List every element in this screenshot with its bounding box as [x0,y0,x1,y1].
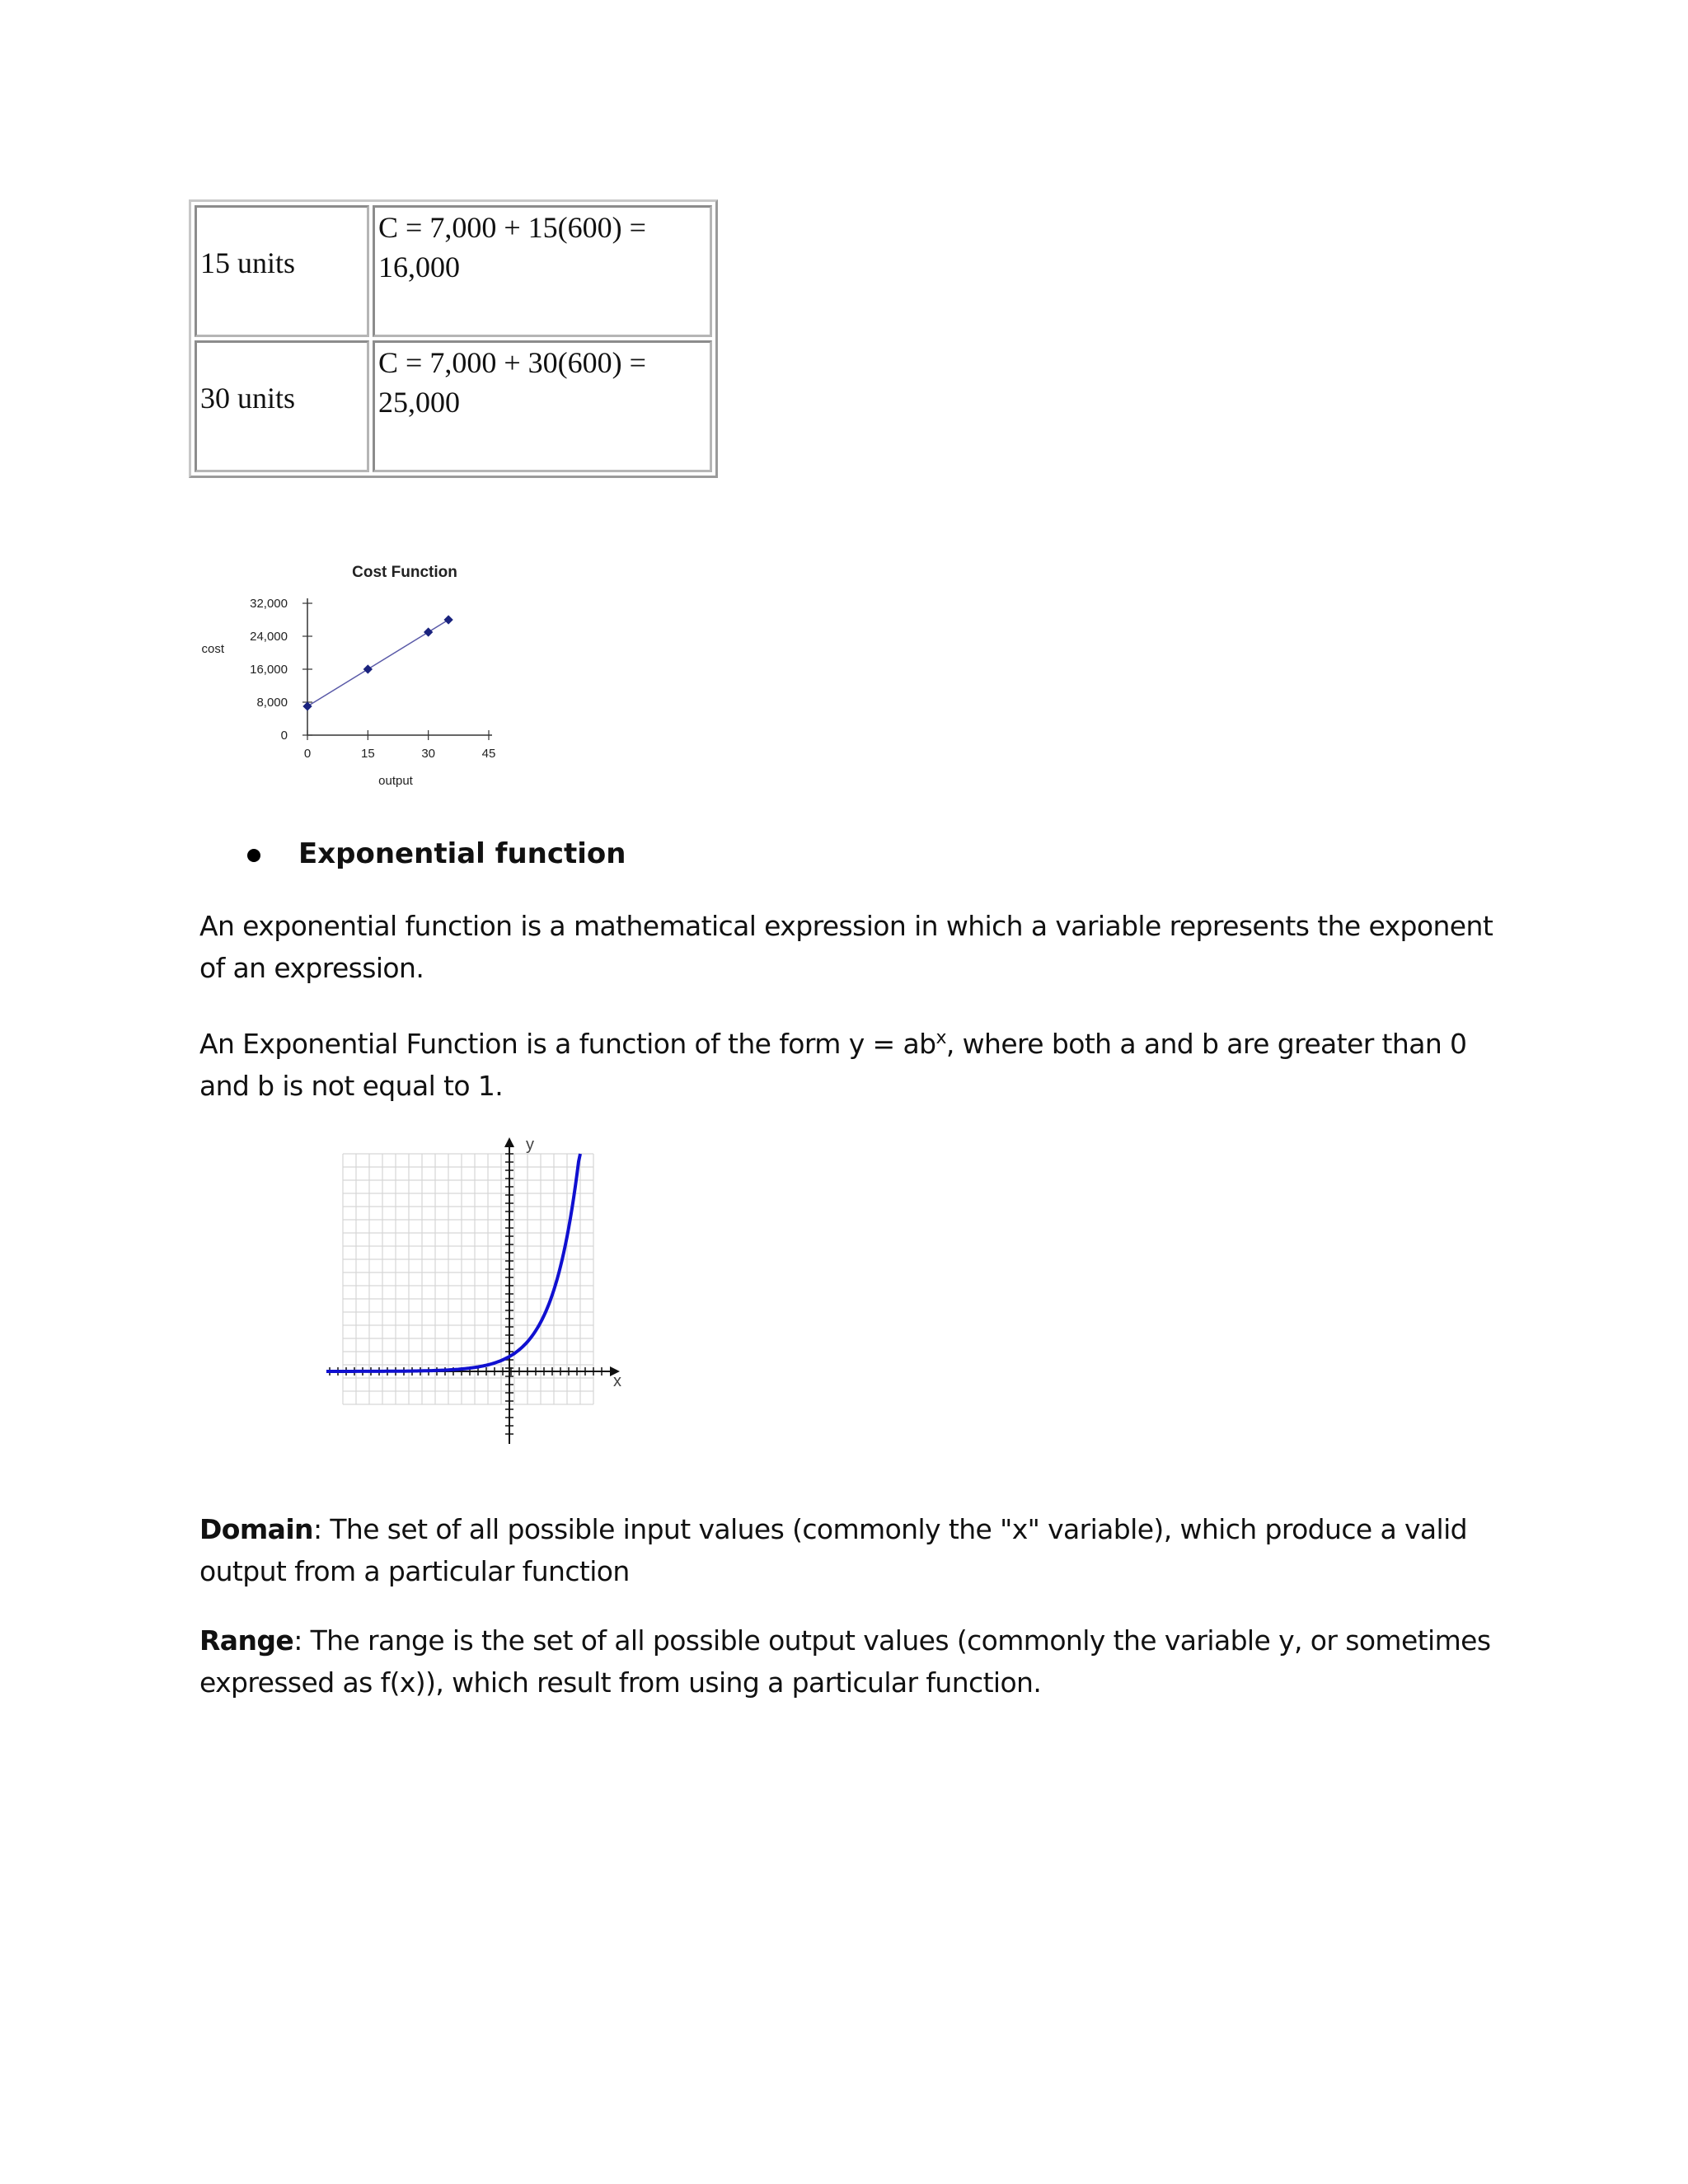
data-point [424,627,433,636]
cost-table [189,199,718,478]
formula-line: C = 7,000 + 15(600) = [378,211,646,244]
formula-result: 25,000 [378,386,460,419]
units-cell: 30 units [195,340,369,472]
table-row [195,205,712,337]
form-exponent: x [935,1028,946,1048]
x-axis-label: output [378,774,413,788]
y-axis-label: y [526,1136,534,1154]
formula-result: 16,000 [378,251,460,284]
domain-term: Domain [199,1513,313,1545]
paragraph-definition: An exponential function is a mathematical expression in which a variable represents the exponent of an expression. [199,910,1493,984]
y-tick-label: 32,000 [250,597,288,611]
bullet-icon [247,849,260,862]
data-point [363,664,373,673]
y-tick-label: 8,000 [256,696,288,710]
x-axis-label: x [613,1372,621,1390]
formula-cell [373,340,712,472]
range-definition [199,1619,1518,1704]
range-text: : The range is the set of all possible output values (commonly the variable y, or sometimes expressed as f(x)), which result from using a particular function. [199,1624,1491,1699]
x-tick-label: 45 [481,747,496,761]
formula-cell [373,205,712,337]
exponential-chart [320,1136,633,1449]
range-term: Range [199,1624,294,1657]
y-tick-label: 16,000 [250,663,288,677]
form-text-before: An Exponential Function is a function of the form y = ab [199,1028,936,1060]
paragraph-form [199,1017,1518,1107]
x-tick-label: 15 [360,747,375,761]
x-tick-label: 0 [303,747,312,761]
section-heading: Exponential function [298,837,626,870]
cost-function-chart [198,552,511,791]
form-text-after: , where both a and b are greater than 0 and b is not equal to 1. [199,1028,1467,1102]
units-cell: 15 units [195,205,369,337]
x-tick-label: 30 [421,747,436,761]
domain-definition [199,1508,1518,1592]
domain-text: : The set of all possible input values (commonly the "x" variable), which produce a valid output from a particular function [199,1513,1468,1587]
chart-title: Cost Function [352,564,457,581]
data-point [443,615,452,624]
y-tick-label: 24,000 [250,630,288,644]
y-axis-label: cost [201,642,224,656]
y-tick-label: 0 [280,729,288,743]
table-row [195,340,712,472]
data-point [302,701,312,710]
formula-line: C = 7,000 + 30(600) = [378,346,646,379]
